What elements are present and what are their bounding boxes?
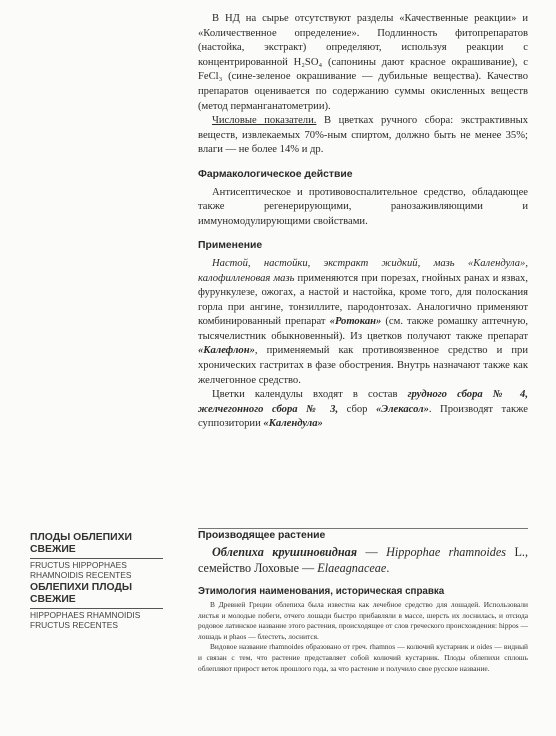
section-divider bbox=[198, 528, 528, 529]
heading-producing-plant: Производящее растение bbox=[198, 530, 326, 541]
elekasol: «Элекасол» bbox=[376, 403, 429, 415]
heading-application: Применение bbox=[198, 240, 263, 252]
text: применяются при порезах, гнойных ранах и язвах, фурункулезе, ожогах, а настой и настойка, кроме того, для полоскания горла при ангине, тонзиллите, пародонтозах. Аналогично применяют комбинированный препарат bbox=[198, 272, 528, 328]
plant-author: L., семейство Лоховые — bbox=[198, 545, 528, 575]
family-lat: Elaeagnaceae bbox=[317, 561, 387, 575]
heading-pharmacology: Фармакологическое действие bbox=[198, 168, 353, 180]
paragraph-pharmacology: Антисептическое и противовоспалительное средство, обладающее также регенерирующими, ранозаживляющими и иммуномодулирующими свойствами. bbox=[198, 186, 528, 227]
side-rule bbox=[30, 608, 163, 609]
paragraph-numeric bbox=[198, 114, 528, 158]
numeric-label: Числовые показатели. bbox=[212, 115, 317, 127]
plant-name-lat: Hippophae rhamnoides bbox=[386, 545, 507, 559]
side-title-block-2 bbox=[30, 582, 180, 631]
dash: — bbox=[357, 545, 387, 559]
paragraph-collections bbox=[198, 388, 528, 432]
calendula-supp: «Календула» bbox=[263, 418, 323, 430]
paragraph-identification: В НД на сырье отсутствуют разделы «Качественные реакции» и «Количественное определение». Подлинность фитопрепаратов (настойка, экстракт) определяют, используя реакции с концентрированной H₂SO₄ (сапонины дают красное окрашивание), с FeCl₃ (сине-зеленое окрашивание — дубильные вещества). Качество препаратов оценивается по содержанию суммы окисленных веществ (метод перманганатометрии). bbox=[198, 13, 528, 112]
etymology-paragraph: Видовое название rhamnoides образовано от греч. rhamnos — колючий кустарник и oides — видный и связан с тем, что растение представляет собой колючий кустарник. Плоды облепихи сплошь облепляют прирост веток прошлого года, за что растение и получило свое русское название. bbox=[198, 642, 528, 673]
text: сбор bbox=[338, 403, 376, 415]
producing-plant-text bbox=[198, 544, 528, 576]
main-text bbox=[198, 12, 528, 432]
side-title: ПЛОДЫ ОБЛЕПИХИ СВЕЖИЕ bbox=[30, 532, 133, 556]
rotokan: «Ротокан» bbox=[329, 316, 382, 328]
forms-italic: Настой, настойки, экстракт жидкий, мазь «Календула», калофилленовая мазь bbox=[198, 257, 528, 284]
numeric-text: В цветках ручного сбора: экстрактивных веществ, извлекаемых 70%-ным спиртом, должно быть не менее 35%; влаги — не более 14% и др. bbox=[198, 115, 529, 156]
paragraph-application bbox=[198, 257, 528, 388]
etymology-text bbox=[198, 600, 528, 674]
text: . Производят также суппозитории bbox=[198, 403, 528, 430]
text: Цветки календулы входят в состав bbox=[212, 389, 408, 401]
etymology-paragraph: В Древней Греции облепиха была известна как лечебное средство для лошадей. Использовали листья и молодые побеги, отчего лошади быстро прибавляли в массе, шерсть их лоснилась, и отсюда родовое латинское название этого растения, происходящее от слов греческого происхождения: hippos — лошадь и phaos — блестеть, лоснится. bbox=[198, 600, 528, 641]
side-latin: HIPPOPHAES RHAMNOIDIS FRUCTUS RECENTES bbox=[30, 609, 141, 631]
side-title: ОБЛЕПИХИ ПЛОДЫ СВЕЖИЕ bbox=[30, 582, 133, 606]
side-latin: FRUCTUS HIPPOPHAES RHAMNOIDIS RECENTES bbox=[30, 559, 132, 581]
side-rule bbox=[30, 558, 163, 559]
text: , применяемый как противоязвенное средство и при хронических гастритах в фазе обострения. Внутрь назначают также как желчегонное средство. bbox=[198, 345, 528, 386]
text: (см. также ромашку аптечную, тысячелистник обыкновенный). Из цветков получают также препарат bbox=[198, 316, 529, 342]
collections: грудного сбора № 4, желчегонного сбора № 3, bbox=[198, 389, 528, 415]
kaleflon: «Калефлон» bbox=[198, 345, 255, 357]
plant-name-ru: Облепиха крушиновидная bbox=[212, 545, 357, 559]
period: . bbox=[386, 561, 390, 575]
heading-etymology: Этимология наименования, историческая справка bbox=[198, 586, 445, 597]
side-title-block-1 bbox=[30, 532, 180, 581]
